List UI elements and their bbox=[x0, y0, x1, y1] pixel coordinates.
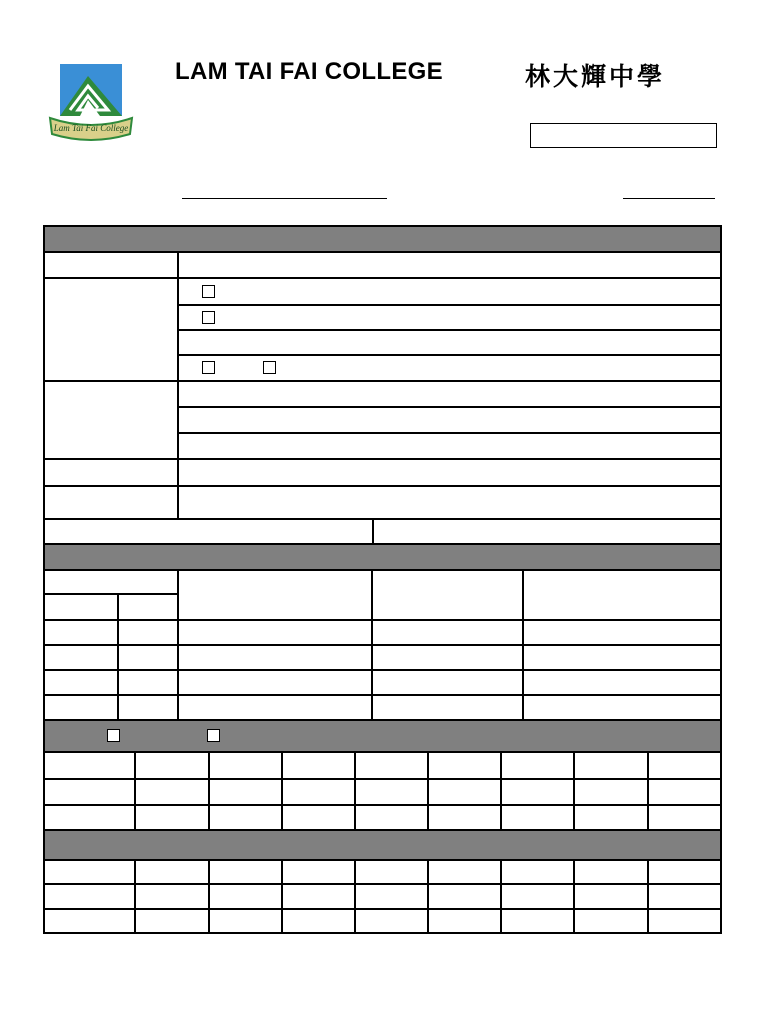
section-band-personal bbox=[45, 227, 720, 252]
reference-number-box[interactable] bbox=[530, 123, 717, 148]
logo-caption: Lam Tai Fai College bbox=[53, 123, 129, 133]
section-band-results-a bbox=[45, 720, 720, 751]
option-checkbox-1[interactable] bbox=[202, 285, 215, 298]
college-logo bbox=[48, 60, 134, 142]
name-underline[interactable] bbox=[182, 198, 387, 199]
application-form-table bbox=[43, 225, 722, 934]
no-checkbox[interactable] bbox=[263, 361, 276, 374]
school-name-chinese: 林大輝中學 bbox=[525, 62, 666, 91]
school-name-english: LAM TAI FAI COLLEGE bbox=[175, 58, 443, 85]
results-option-checkbox-2[interactable] bbox=[207, 729, 220, 742]
option-checkbox-2[interactable] bbox=[202, 311, 215, 324]
results-option-checkbox-1[interactable] bbox=[107, 729, 120, 742]
section-band-education bbox=[45, 545, 720, 570]
date-underline[interactable] bbox=[623, 198, 715, 199]
section-band-results-b bbox=[45, 830, 720, 861]
yes-checkbox[interactable] bbox=[202, 361, 215, 374]
